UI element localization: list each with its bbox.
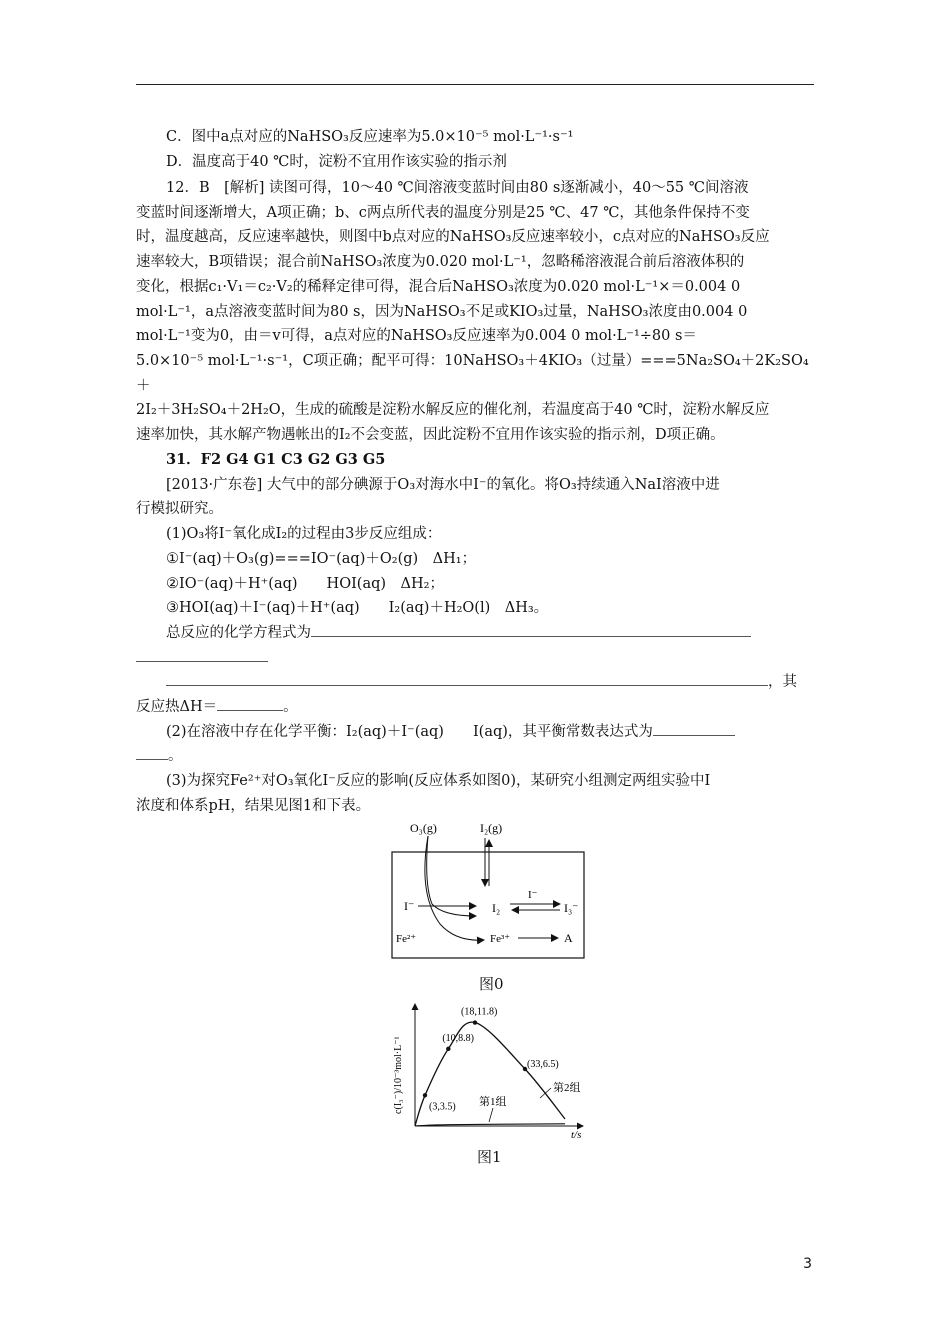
answer-line: 变蓝时间逐渐增大，A项正确；b、c两点所代表的温度分别是25 ℃、47 ℃，其他条件保持不变 xyxy=(136,204,750,221)
legend-group2: 第2组 xyxy=(553,1082,581,1094)
i3-label: I₃⁻ xyxy=(564,901,579,915)
answer-line: 5.0×10⁻⁵ mol·L⁻¹·s⁻¹，C项正确；配平可得：10NaHSO₃＋4KIO₃（过量）===5Na₂SO₄＋2K₂SO₄＋ xyxy=(136,352,809,394)
question-tags: 31．F2 G4 G1 C3 G2 G3 G5 xyxy=(166,451,386,468)
heat-label: 反应热ΔH＝ xyxy=(136,699,218,716)
fe3-label: Fe³⁺ xyxy=(490,933,511,945)
answer-line: 12．B [解析] 读图可得，10～40 ℃间溶液变蓝时间由80 s逐渐减小，40～55 ℃间溶液 xyxy=(166,180,749,196)
data-point xyxy=(473,1020,477,1024)
data-point-label: (3,3.5) xyxy=(429,1101,456,1113)
x-axis-label: t/s xyxy=(571,1129,582,1140)
data-point xyxy=(446,1047,450,1051)
answer-line: mol·L⁻¹，a点溶液变蓝时间为80 s，因为NaHSO₃不足或KIO₃过量，NaHSO₃浓度由0.004 0 xyxy=(136,303,748,320)
data-point xyxy=(423,1093,427,1097)
part-2-end xyxy=(136,744,814,769)
figure-0 xyxy=(388,814,588,964)
answer-line: 速率较大，B项错误；混合前NaHSO₃浓度为0.020 mol·L⁻¹，忽略稀溶液混合前后溶液体积的 xyxy=(136,254,745,271)
heat-line xyxy=(136,695,814,720)
question-intro: 行模拟研究。 xyxy=(136,501,223,518)
figure-1-chart xyxy=(385,996,595,1140)
answer-blank[interactable] xyxy=(217,696,283,711)
answer-blank[interactable] xyxy=(311,622,751,637)
header-rule xyxy=(136,84,814,85)
option-d: D．温度高于40 ℃时，淀粉不宜用作该实验的指示剂 xyxy=(166,153,507,170)
total-label: 总反应的化学方程式为 xyxy=(166,624,311,641)
answer-12 xyxy=(136,176,814,448)
o3-to-i2-arrow xyxy=(427,836,476,916)
answer-line: 变化，根据c₁·V₁＝c₂·V₂的稀释定律可得，混合后NaHSO₃浓度为0.020 mol·L⁻¹×＝0.004 0 xyxy=(136,278,741,295)
data-point-label: (18,11.8) xyxy=(461,1006,498,1018)
answer-line: 2I₂＋3H₂SO₄＋2H₂O，生成的硫酸是淀粉水解反应的催化剂，若温度高于40 ℃时，淀粉水解反应 xyxy=(136,402,770,419)
answer-line: mol·L⁻¹变为0，由＝v可得，a点对应的NaHSO₃反应速率为0.004 0 mol·L⁻¹÷80 s＝ xyxy=(136,328,697,345)
page-number: 3 xyxy=(803,1256,812,1272)
part-2-period: 。 xyxy=(168,748,183,765)
iminus2-label: I⁻ xyxy=(528,889,538,901)
legend-group1-leader xyxy=(489,1108,493,1122)
question-intro: [2013·广东卷] 大气中的部分碘源于O₃对海水中I⁻的氧化。将O₃持续通入NaI溶液中进 xyxy=(166,476,720,493)
qi-text: ，其 xyxy=(768,674,797,691)
fe2-label: Fe²⁺ xyxy=(396,933,417,945)
figure-1-caption: 图1 xyxy=(477,1148,502,1166)
data-point-label: (10,8.8) xyxy=(442,1032,475,1044)
answer-line: 时，温度越高，反应速率越快，则图中b点对应的NaHSO₃反应速率较小，c点对应的NaHSO₃反应 xyxy=(136,229,770,246)
reaction-vessel xyxy=(392,852,584,958)
total-equation xyxy=(136,621,814,646)
answer-blank[interactable] xyxy=(136,745,168,760)
blank-line xyxy=(136,646,814,671)
i2-label: I₂ xyxy=(492,901,501,915)
blank-line xyxy=(136,670,814,695)
reaction-3: ③HOI(aq)＋I⁻(aq)＋H⁺(aq) I₂(aq)＋H₂O(l) ΔH₃。 xyxy=(166,600,549,617)
part-2 xyxy=(136,720,814,745)
part-1: (1)O₃将I⁻氧化成I₂的过程由3步反应组成： xyxy=(166,526,442,543)
reaction-2: ②IO⁻(aq)＋H⁺(aq) HOI(aq) ΔH₂； xyxy=(166,575,444,592)
figure-0-caption: 图0 xyxy=(479,975,504,993)
answer-blank[interactable] xyxy=(166,671,768,686)
iminus-label: I⁻ xyxy=(404,899,415,913)
data-point-label: (33,6.5) xyxy=(527,1059,559,1070)
question-31 xyxy=(136,448,814,819)
part-2-text: (2)在溶液中存在化学平衡：I₂(aq)＋I⁻(aq) I(aq)，其平衡常数表达式为 xyxy=(166,723,653,740)
y-axis-label: c(I₃⁻)/10⁻³mol·L⁻¹ xyxy=(393,1036,404,1114)
option-c: C．图中a点对应的NaHSO₃反应速率为5.0×10⁻⁵ mol·L⁻¹·s⁻¹ xyxy=(166,129,574,145)
options-block xyxy=(136,125,814,174)
part-3: (3)为探究Fe²⁺对O₃氧化I⁻反应的影响(反应体系如图0)，某研究小组测定两组实验中I xyxy=(166,773,711,790)
o3-label: O₃(g) xyxy=(410,821,437,835)
answer-blank[interactable] xyxy=(653,721,735,736)
part-3: 浓度和体系pH，结果见图1和下表。 xyxy=(136,797,371,814)
heat-end: 。 xyxy=(283,699,298,716)
answer-line: 速率加快，其水解产物遇帐出的I₂不会变蓝，因此淀粉不宜用作该实验的指示剂，D项正确。 xyxy=(136,427,725,444)
i2g-label: I₂(g) xyxy=(480,821,503,835)
legend-group1: 第1组 xyxy=(479,1096,507,1108)
a-label: A xyxy=(564,931,573,945)
reaction-1: ①I⁻(aq)＋O₃(g)===IO⁻(aq)＋O₂(g) ΔH₁； xyxy=(166,550,477,567)
answer-blank[interactable] xyxy=(136,647,268,662)
